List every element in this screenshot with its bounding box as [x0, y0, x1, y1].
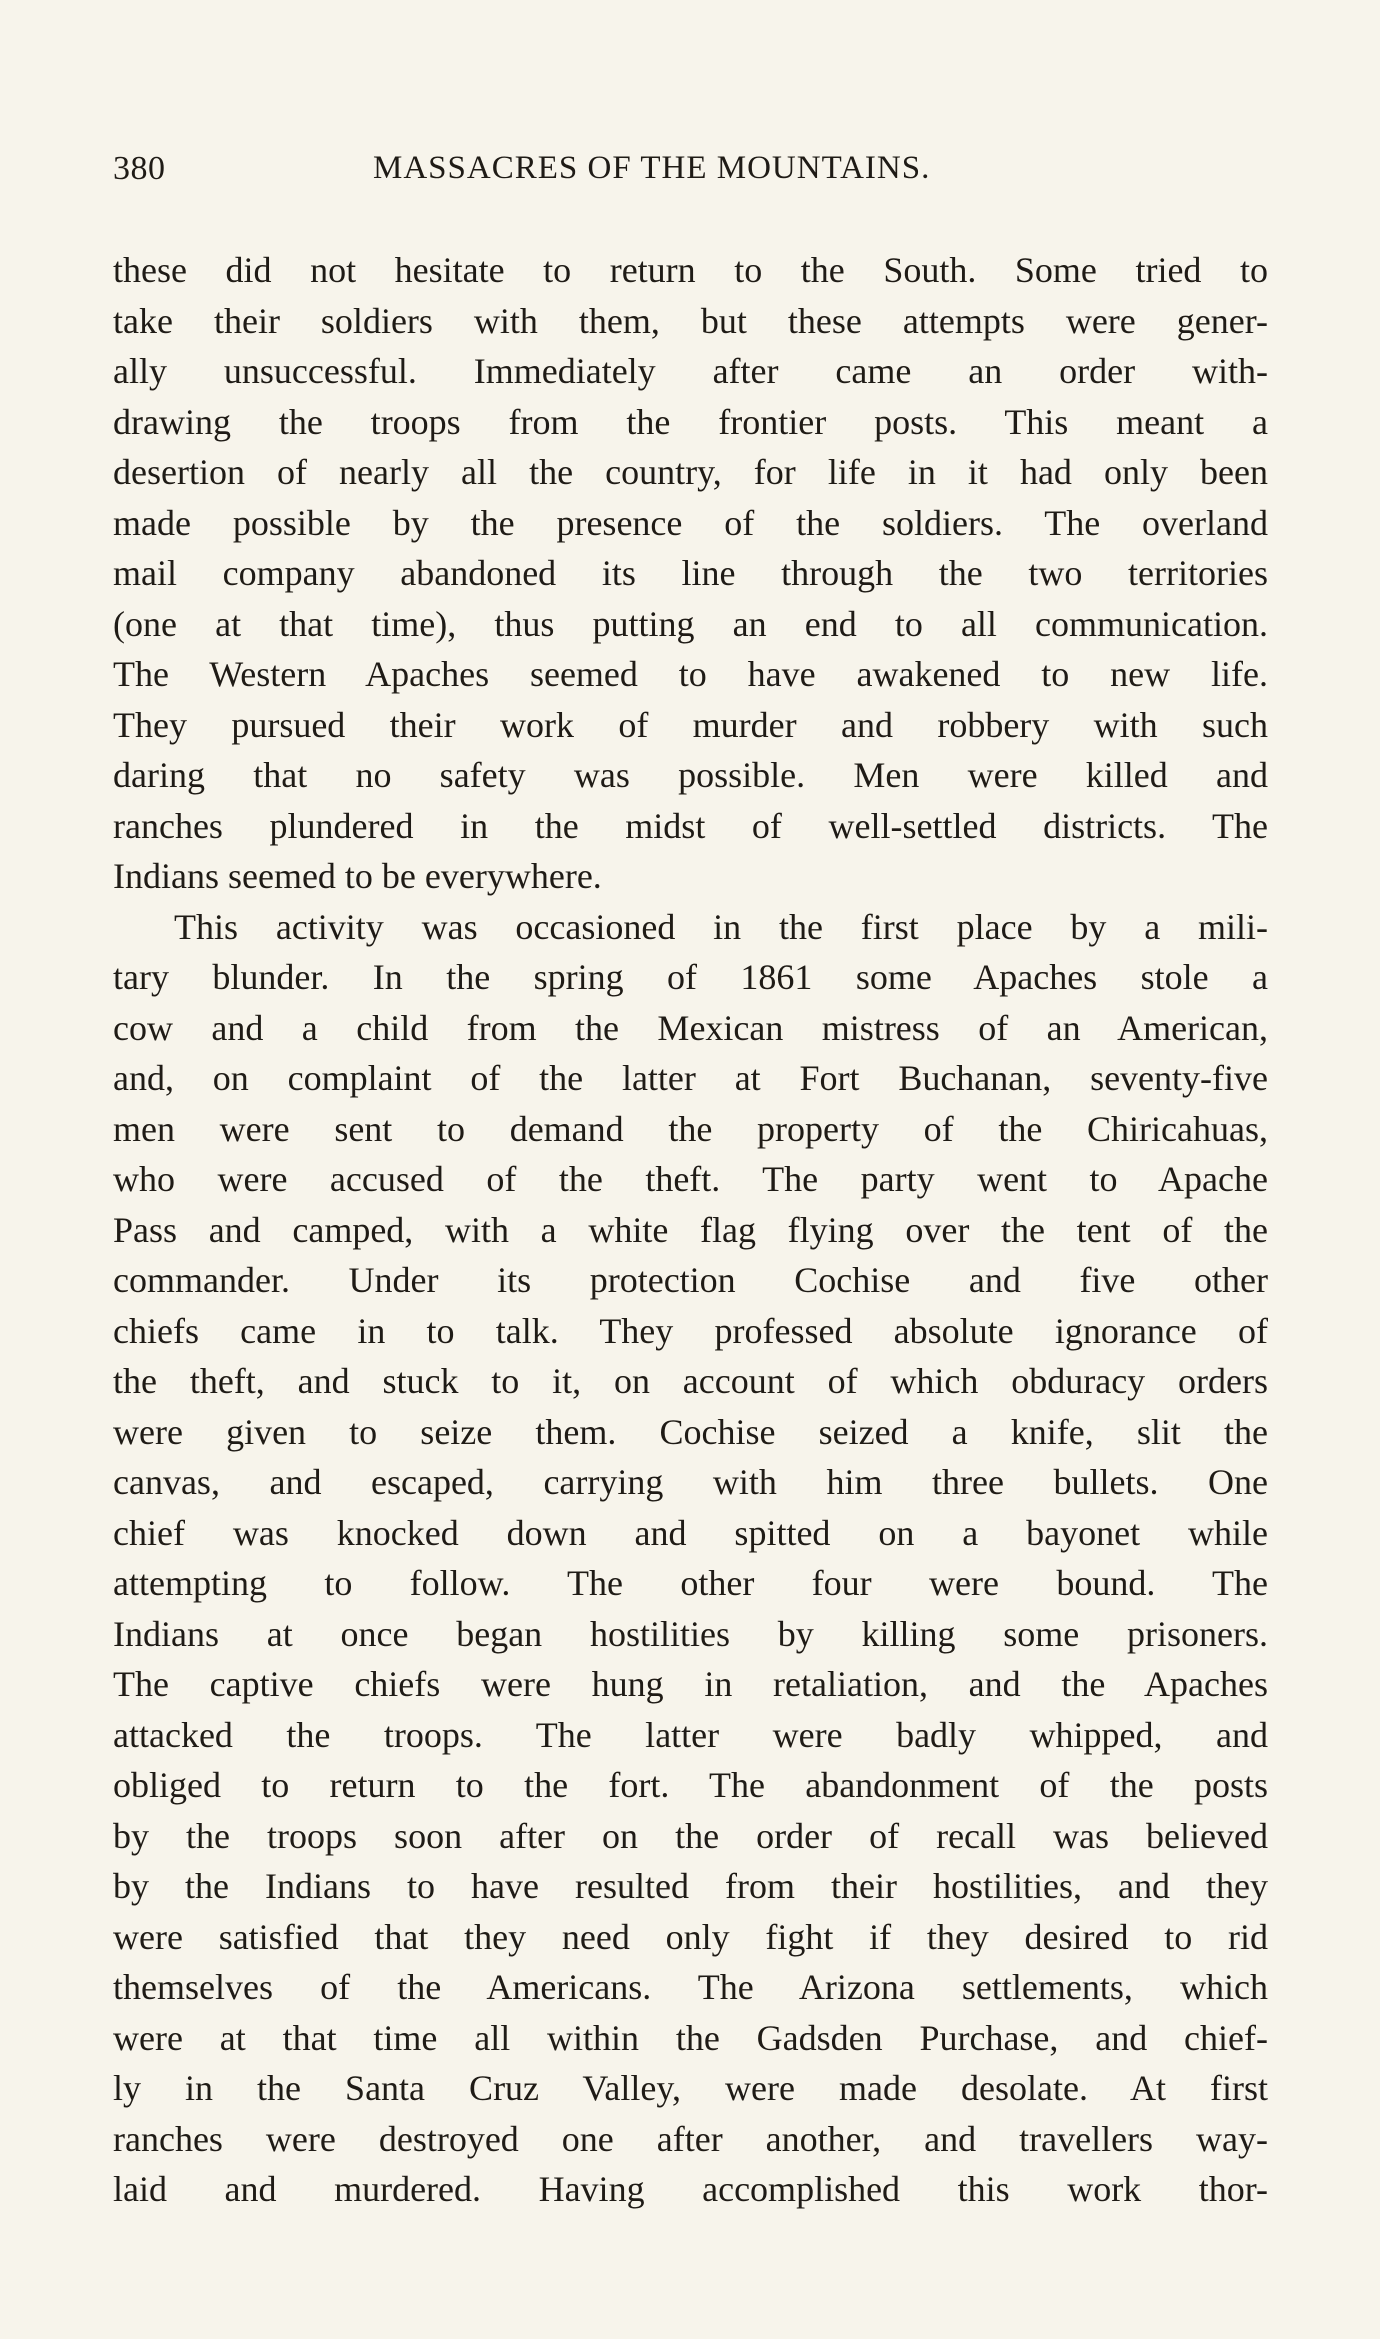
text-line: ranches were destroyed one after another, and travellers way- [113, 2118, 1268, 2159]
text-line: obliged to return to the fort. The abandonment of the posts [113, 1765, 1268, 1805]
text-line: were at that time all within the Gadsden Purchase, and chief- [113, 2017, 1268, 2058]
text-line: laid and murdered. Having accomplished this work thor- [113, 2169, 1268, 2209]
text-line: The captive chiefs were hung in retaliation, and the Apaches [113, 1664, 1268, 1704]
text-line: ranches plundered in the midst of well-settled districts. The [113, 805, 1268, 846]
text-line: drawing the troops from the frontier posts. This meant a [113, 401, 1268, 442]
text-line: mail company abandoned its line through the two territories [113, 553, 1268, 593]
text-line: and, on complaint of the latter at Fort Buchanan, seventy-five [113, 1058, 1268, 1098]
text-line: The Western Apaches seemed to have awakened to new life. [113, 654, 1268, 694]
text-line: Indians at once began hostilities by killing some prisoners. [113, 1613, 1268, 1654]
text-line: attacked the troops. The latter were badly whipped, and [113, 1714, 1268, 1755]
text-line: were given to seize them. Cochise seized a knife, slit the [113, 1411, 1268, 1452]
page-number: 380 [113, 150, 166, 187]
text-line: Pass and camped, with a white flag flying over the tent of the [113, 1209, 1268, 1250]
text-line: They pursued their work of murder and robbery with such [113, 704, 1268, 745]
text-line: chief was knocked down and spitted on a bayonet while [113, 1512, 1268, 1553]
text-line: the theft, and stuck to it, on account of which obduracy orders [113, 1361, 1268, 1401]
text-line: men were sent to demand the property of the Chiricahuas, [113, 1108, 1268, 1149]
text-line: take their soldiers with them, but these attempts were gener- [113, 300, 1268, 341]
text-line: themselves of the Americans. The Arizona settlements, which [113, 1967, 1268, 2007]
body-text [113, 245, 1268, 2209]
text-line: made possible by the presence of the soldiers. The overland [113, 502, 1268, 543]
text-line: desertion of nearly all the country, for life in it had only been [113, 452, 1268, 492]
paragraph-start-line: This activity was occasioned in the first place by a mili- [174, 906, 1268, 947]
text-line: who were accused of the theft. The party went to Apache [113, 1159, 1268, 1199]
text-line: were satisfied that they need only fight if they desired to rid [113, 1916, 1268, 1957]
text-line: attempting to follow. The other four were bound. The [113, 1563, 1268, 1603]
page-header [113, 150, 1289, 194]
text-line: these did not hesitate to return to the South. Some tried to [113, 250, 1268, 290]
text-line: tary blunder. In the spring of 1861 some Apaches stole a [113, 957, 1268, 997]
text-line: ally unsuccessful. Immediately after came an order with- [113, 351, 1268, 391]
text-line: daring that no safety was possible. Men were killed and [113, 755, 1268, 795]
text-line: cow and a child from the Mexican mistress of an American, [113, 1007, 1268, 1048]
text-line: canvas, and escaped, carrying with him three bullets. One [113, 1462, 1268, 1502]
text-line: chiefs came in to talk. They professed absolute ignorance of [113, 1310, 1268, 1351]
paragraph-end-line: Indians seemed to be everywhere. [113, 856, 602, 896]
text-line: (one at that time), thus putting an end to all communication. [113, 603, 1268, 644]
text-line: by the troops soon after on the order of recall was believed [113, 1815, 1268, 1856]
text-line: by the Indians to have resulted from their hostilities, and they [113, 1866, 1268, 1906]
text-line: ly in the Santa Cruz Valley, were made desolate. At first [113, 2068, 1268, 2108]
text-line: commander. Under its protection Cochise and five other [113, 1260, 1268, 1300]
running-head: MASSACRES OF THE MOUNTAINS. [373, 150, 931, 186]
